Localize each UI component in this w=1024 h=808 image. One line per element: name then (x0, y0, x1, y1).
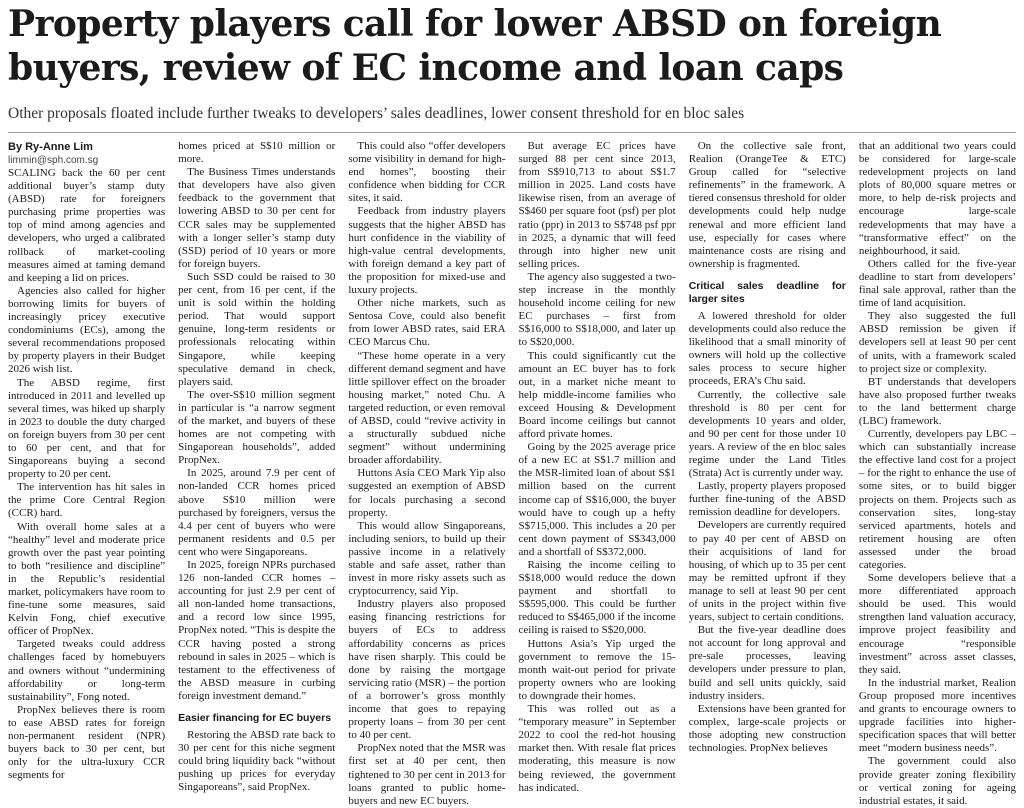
byline-email: limmin@sph.com.sg (8, 155, 99, 166)
paragraph: PropNex believes there is room to ease ABSD rates for foreign non-permanent resident (NPR) buyers back to 30 per cent, but only for the ultra-luxury CCR segments for (8, 703, 166, 782)
article-body (8, 140, 1017, 807)
paragraph: This could significantly cut the amount an EC buyer has to fork out, in a market niche meant to help middle-income families who exceed Housing & Development Board income ceilings but cannot afford private homes. (518, 349, 676, 441)
paragraph: The Business Times understands that developers have also given feedback to the government that lowering ABSD to 30 per cent for CCR sales may be supplemented with a longer seller’s stamp duty (SSD) period of 10 years or more for foreign buyers. (178, 166, 336, 270)
subheading: Easier financing for EC buyers (178, 712, 332, 725)
paragraph: The intervention has hit sales in the prime Core Central Region (CCR) hard. (8, 481, 166, 520)
column-6 (858, 140, 1017, 807)
paragraph: Huttons Asia’s Yip urged the government to remove the 15-month wait-out period for private property owners who are looking to downgrade their homes. (518, 637, 676, 702)
paragraph: Such SSD could be raised to 30 per cent, from 16 per cent, if the unit is sold within the holding period. That would support genuine, long-term residents or professionals relocating within Singapore, while keeping speculative demand in check, players said. (178, 270, 336, 388)
paragraph: This could also “offer developers some visibility in demand for high-end homes”, boosting their confidence when bidding for CCR sites, it said. (348, 140, 506, 205)
paragraph: The government could also provide greater zoning flexibility or vertical zoning for ageing industrial estates, it said. (858, 755, 1017, 807)
paragraph: Some developers believe that a more differentiated approach should be used. This would strengthen land valuation accuracy, improve project feasibility and encourage “responsible investment” across asset classes, they said. (858, 572, 1017, 676)
paragraph: Currently, the collective sale threshold is 80 per cent for developments 10 years and older, and 90 per cent for those under 10 years. A review of the en bloc sales regime under the Land Titles (Strata) Act is currently under way. (688, 388, 846, 480)
column-1 (8, 140, 166, 782)
divider (8, 132, 1016, 133)
paragraph: Huttons Asia CEO Mark Yip also suggested an exemption of ABSD for locals purchasing a second property. (348, 467, 506, 519)
deck: Other proposals floated include further tweaks to developers’ sales deadlines, lower consent threshold for en bloc sales (8, 105, 745, 122)
paragraph: Agencies also called for higher borrowing limits for buyers of increasingly pricey executive condominiums (ECs), among the several recommendations proposed by property players in their Budget 2026 wish list. (8, 284, 166, 376)
paragraph: Feedback from industry players suggests that the higher ABSD has hurt confidence in the viability of high-value central developments, with foreign demand a key part of the proposition for mixed-use and luxury projects. (348, 205, 506, 297)
paragraph: Lastly, property players proposed further fine-tuning of the ABSD remission deadline for developers. (688, 480, 846, 519)
paragraph: PropNex noted that the MSR was first set at 40 per cent, then tightened to 30 per cent in 2013 for loans granted to public home-buyers and new EC buyers. (348, 742, 506, 807)
paragraph: Others called for the five-year deadline to start from developers’ final sale approval, rather than the time of land acquisition. (858, 257, 1017, 310)
paragraph: On the collective sale front, Realion (OrangeTee & ETC) Group called for “selective refinements” in the framework. A tiered consensus threshold for older developments could help nudge renewal and more efficient land use, especially for cases where maintenance costs are rising and ownership is fragmented. (688, 140, 846, 270)
paragraph: Developers are currently required to pay 40 per cent of ABSD on their acquisitions of land for housing, of which up to 35 per cent may be remitted upfront if they manage to sell at least 90 per cent of units in the project within five years, subject to certain conditions. (688, 519, 846, 624)
paragraph: Extensions have been granted for complex, large-scale projects or those adopting new construction technologies. PropNex believes (688, 702, 846, 755)
paragraph: “These home operate in a very different demand segment and have little spillover effect on the broader housing market,” noted Chu. A targeted reduction, or even removal of ABSD, could “revive activity in a structurally subdued niche segment” without undermining broader affordability. (348, 349, 506, 467)
paragraph: But average EC prices have surged 88 per cent since 2013, from S$910,713 to about S$1.7 million in 2025. Land costs have likewise risen, from an average of S$460 per square foot (psf) per plot ratio (ppr) in 2013 to S$748 psf ppr in 2025, a dynamic that will feed through into higher new unit selling prices. (518, 140, 676, 270)
headline: Property players call for lower ABSD on foreign buyers, review of EC income and loan caps (8, 3, 942, 89)
paragraph: The ABSD regime, first introduced in 2011 and levelled up several times, was hiked up sharply in 2023 to double the duty charged on foreign buyers from 30 per cent to 60 per cent, and that for Singaporeans buying a second property to 20 per cent. (8, 376, 166, 481)
column-4 (518, 140, 676, 794)
paragraph: This would allow Singaporeans, including seniors, to build up their passive income in a relatively stable and safe asset, rather than invest in more risky assets such as cryptocurrency, said Yip. (348, 519, 506, 598)
paragraph: Restoring the ABSD rate back to 30 per cent for this niche segment could bring liquidity back “without pushing up prices for everyday Singaporeans”, said PropNex. (178, 729, 336, 794)
paragraph: They also suggested the full ABSD remission be given if developers sell at least 90 per cent of units, with a framework scaled to project size or complexity. (858, 310, 1017, 375)
paragraph: Raising the income ceiling to S$18,000 would reduce the down payment and shortfall to S$595,000. This could be further reduced to S$465,000 if the income ceiling is raised to S$20,000. (518, 559, 676, 637)
paragraph: SCALING back the 60 per cent additional buyer’s stamp duty (ABSD) rate for foreigners purchasing prime properties was top of mind among agencies and developers, who urged a calibrated rollback of market-cooling measures aimed at taming demand and keeping a lid on prices. (8, 167, 166, 284)
paragraph: that an additional two years could be considered for large-scale redevelopment projects on land plots of 80,000 square metres or more, to help de-risk projects and encourage large-scale redevelopments that may have a “transformative effect” on the neighbourhood, it said. (858, 140, 1017, 257)
paragraph: Going by the 2025 average price of a new EC at S$1.7 million and the MSR-limited loan of about S$1 million based on the current income cap of S$16,000, the buyer would have to cough up a hefty S$715,000. This includes a 20 per cent down payment of S$343,000 and a shortfall of S$372,000. (518, 441, 676, 558)
paragraph: With overall home sales at a “healthy” level and moderate price growth over the past year pointing to both “resilience and discipline” in the Republic’s residential market, policymakers have room to fine-tune some measures, said Kelvin Fong, chief executive officer of PropNex. (8, 520, 166, 638)
paragraph: homes priced at S$10 million or more. (178, 140, 336, 166)
byline-author: By Ry-Anne Lim (8, 141, 93, 153)
paragraph: BT understands that developers have also proposed further tweaks to the land betterment charge (LBC) framework. (858, 375, 1017, 427)
paragraph: A lowered threshold for older developments could also reduce the likelihood that a small minority of owners will hold up the collective sales process to secure higher proceeds, ERA’s Chu said. (688, 309, 846, 388)
paragraph: Targeted tweaks could address challenges faced by homebuyers and owners without “undermining affordability or long-term sustainability”, Fong noted. (8, 638, 166, 703)
column-2 (178, 140, 336, 794)
paragraph: Currently, developers pay LBC – which can substantially increase the effective land cost for a project – for the right to enhance the use of some sites, or to build bigger projects on them. Projects such as conservation sites, long-stay serviced apartments, hotels and retirement housing are often assessed under the broad categories. (858, 428, 1017, 571)
subheading: Critical sales deadline for larger sites (688, 279, 846, 305)
paragraph: The over-S$10 million segment in particular is “a narrow segment of the market, and buyers of these homes are not competing with Singaporean households”, added PropNex. (178, 388, 336, 467)
column-3 (348, 140, 506, 807)
paragraph: Other niche markets, such as Sentosa Cove, could also benefit from lower ABSD rates, said ERA CEO Marcus Chu. (348, 297, 506, 349)
paragraph: In 2025, around 7.9 per cent of non-landed CCR homes priced above S$10 million were purchased by foreigners, versus the 4.4 per cent of buyers who were permanent residents and 0.5 per cent who were Singaporeans. (178, 467, 336, 558)
column-5 (688, 140, 846, 755)
paragraph: In the industrial market, Realion Group proposed more incentives and grants to encourage owners to upgrade facilities into higher-specification spaces that will better meet “modern business needs”. (858, 676, 1017, 755)
paragraph: The agency also suggested a two-step increase in the monthly household income ceiling for new EC purchases – first from S$16,000 to S$18,000, and later up to S$20,000. (518, 270, 676, 349)
paragraph: Industry players also proposed easing financing restrictions for buyers of ECs to address affordability concerns as prices have risen sharply. This could be done by raising the mortgage servicing ratio (MSR) – the portion of a borrower’s gross monthly income that goes to repaying property loans – from 30 per cent to 40 per cent. (348, 598, 506, 742)
paragraph: This was rolled out as a “temporary measure” in September 2022 to cool the red-hot housing market then. With resale flat prices moderating, this measure is now being reviewed, the government has indicated. (518, 703, 676, 794)
paragraph: In 2025, foreign NPRs purchased 126 non-landed CCR homes – accounting for just 2.9 per cent of all non-landed home transactions, and a record low since 1995, PropNex noted. “This is despite the CCR having posted a strong rebound in sales in 2025 – which is testament to the effectiveness of the ABSD measure in curbing foreign investment demand.” (178, 559, 336, 702)
paragraph: But the five-year deadline does not account for long approval and pre-sale processes, leaving developers under pressure to plan, build and sell units quickly, said industry insiders. (688, 624, 846, 702)
